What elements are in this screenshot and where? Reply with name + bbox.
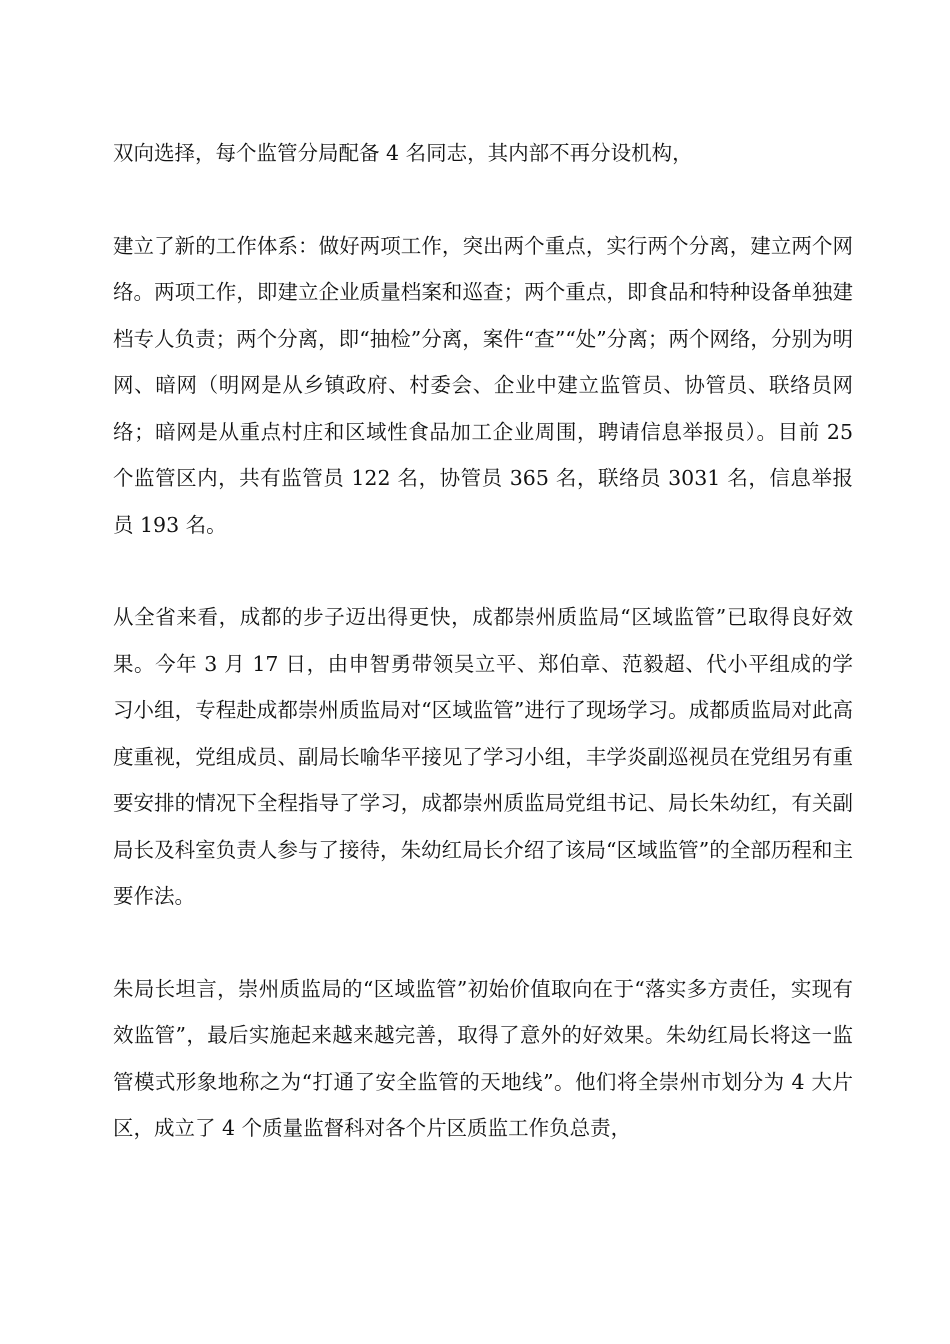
paragraph-1: 双向选择，每个监管分局配备 4 名同志，其内部不再分设机构， [113,141,693,165]
paragraph-4: 朱局长坦言，崇州质监局的“区域监管”初始价值取向在于“落实多方责任，实现有效监管”，最后实施起来越来越完善，取得了意外的好效果。朱幼红局长将这一监管模式形象地称之为“打通了安全监管的天地线”。他们将全崇州市划分为 4 大片区，成立了 4 个质量监督科对各个片区质监工作负总责， [113,976,853,1140]
paragraph-2: 建立了新的工作体系：做好两项工作，突出两个重点，实行两个分离，建立两个网络。两项工作，即建立企业质量档案和巡查；两个重点，即食品和特种设备单独建档专人负责；两个分离，即“抽检”分离，案件“查”“处”分离；两个网络，分别为明网、暗网（明网是从乡镇政府、村委会、企业中建立监管员、协管员、联络员网络；暗网是从重点村庄和区域性食品加工企业周围，聘请信息举报员）。目前 25 个监管区内，共有监管员 122 名，协管员 365 名，联络员 3031 名，信息举报员 193 名。 [113,233,853,537]
document-body [113,130,853,1152]
paragraph-3: 从全省来看，成都的步子迈出得更快，成都崇州质监局“区域监管”已取得良好效果。今年 3 月 17 日，由申智勇带领吴立平、郑伯章、范毅超、代小平组成的学习小组，专程赴成都崇州质监局对“区域监管”进行了现场学习。成都质监局对此高度重视，党组成员、副局长喻华平接见了学习小组，丰学炎副巡视员在党组另有重要安排的情况下全程指导了学习，成都崇州质监局党组书记、局长朱幼红，有关副局长及科室负责人参与了接待，朱幼红局长介绍了该局“区域监管”的全部历程和主要作法。 [113,605,853,908]
